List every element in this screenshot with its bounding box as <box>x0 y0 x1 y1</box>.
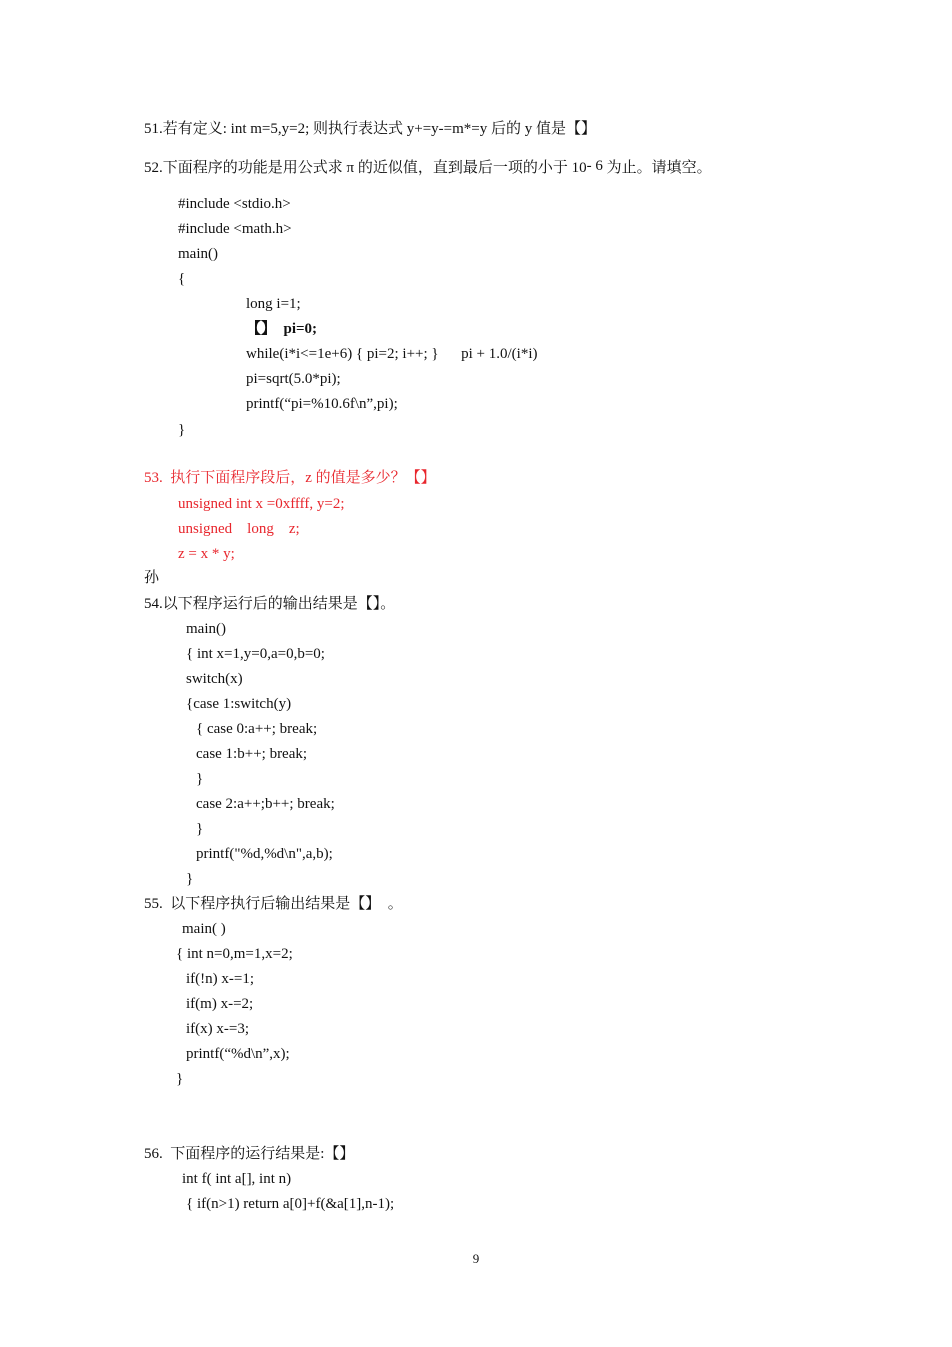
code-line: { if(n>1) return a[0]+f(&a[1],n-1); <box>186 1196 395 1212</box>
question-52 <box>144 159 712 177</box>
code-line: {case 1:switch(y) <box>186 696 292 712</box>
code-line: if(m) x-=2; <box>186 996 254 1012</box>
code-line: if(x) x-=3; <box>186 1021 250 1037</box>
code-line: { int n=0,m=1,x=2; <box>176 946 293 962</box>
answer-blank: 【】 pi=0; <box>246 321 318 337</box>
question-53: 53. 执行下面程序段后，z 的值是多少？【】 <box>144 470 436 486</box>
code-line: } <box>186 871 194 887</box>
code-line: } <box>176 1071 184 1087</box>
code-line: printf(“%d\n”,x); <box>186 1046 290 1062</box>
code-line: #include <math.h> <box>178 221 292 237</box>
code-line: while(i*i<=1e+6) { pi=2; i++; } pi + 1.0/(i*i) <box>246 346 538 362</box>
code-line: unsigned long z; <box>178 521 300 537</box>
page-number: 9 <box>472 1251 480 1266</box>
code-line: if(!n) x-=1; <box>186 971 255 987</box>
code-line: } <box>196 821 204 837</box>
question-54: 54.以下程序运行后的输出结果是【】。 <box>144 596 396 612</box>
code-line: } <box>178 422 186 438</box>
code-line: main() <box>178 246 218 262</box>
code-line: int f( int a[], int n) <box>182 1171 292 1187</box>
stray-char: 孙 <box>144 570 160 586</box>
code-line: case 1:b++; break; <box>196 746 308 762</box>
code-line: { case 0:a++; break; <box>196 721 318 737</box>
code-line: switch(x) <box>186 671 243 687</box>
code-line: { <box>178 271 186 287</box>
code-line: printf(“pi=%10.6f\n”,pi); <box>246 396 398 412</box>
code-line: case 2:a++;b++; break; <box>196 796 335 812</box>
question-56: 56. 下面程序的运行结果是:【】 <box>144 1146 355 1162</box>
question-51: 51.若有定义: int m=5,y=2; 则执行表达式 y+=y-=m*=y 后的 y 值是【】 <box>144 121 597 137</box>
code-line: main() <box>186 621 226 637</box>
question-52-text-end: 为止。请填空。 <box>602 160 712 176</box>
code-line: unsigned int x =0xffff, y=2; <box>178 496 345 512</box>
code-line: main( ) <box>182 921 226 937</box>
question-55: 55. 以下程序执行后输出结果是【】 。 <box>144 896 403 912</box>
code-line: z = x * y; <box>178 546 235 562</box>
code-line: pi=sqrt(5.0*pi); <box>246 371 341 387</box>
code-line: long i=1; <box>246 296 301 312</box>
question-52-text: 52.下面程序的功能是用公式求 π 的近似值，直到最后一项的小于 10 <box>144 160 587 176</box>
code-line: #include <stdio.h> <box>178 196 291 212</box>
code-line: { int x=1,y=0,a=0,b=0; <box>186 646 325 662</box>
code-line: printf("%d,%d\n",a,b); <box>196 846 333 862</box>
question-52-exponent: - 6 <box>586 158 603 174</box>
code-line: } <box>196 771 204 787</box>
